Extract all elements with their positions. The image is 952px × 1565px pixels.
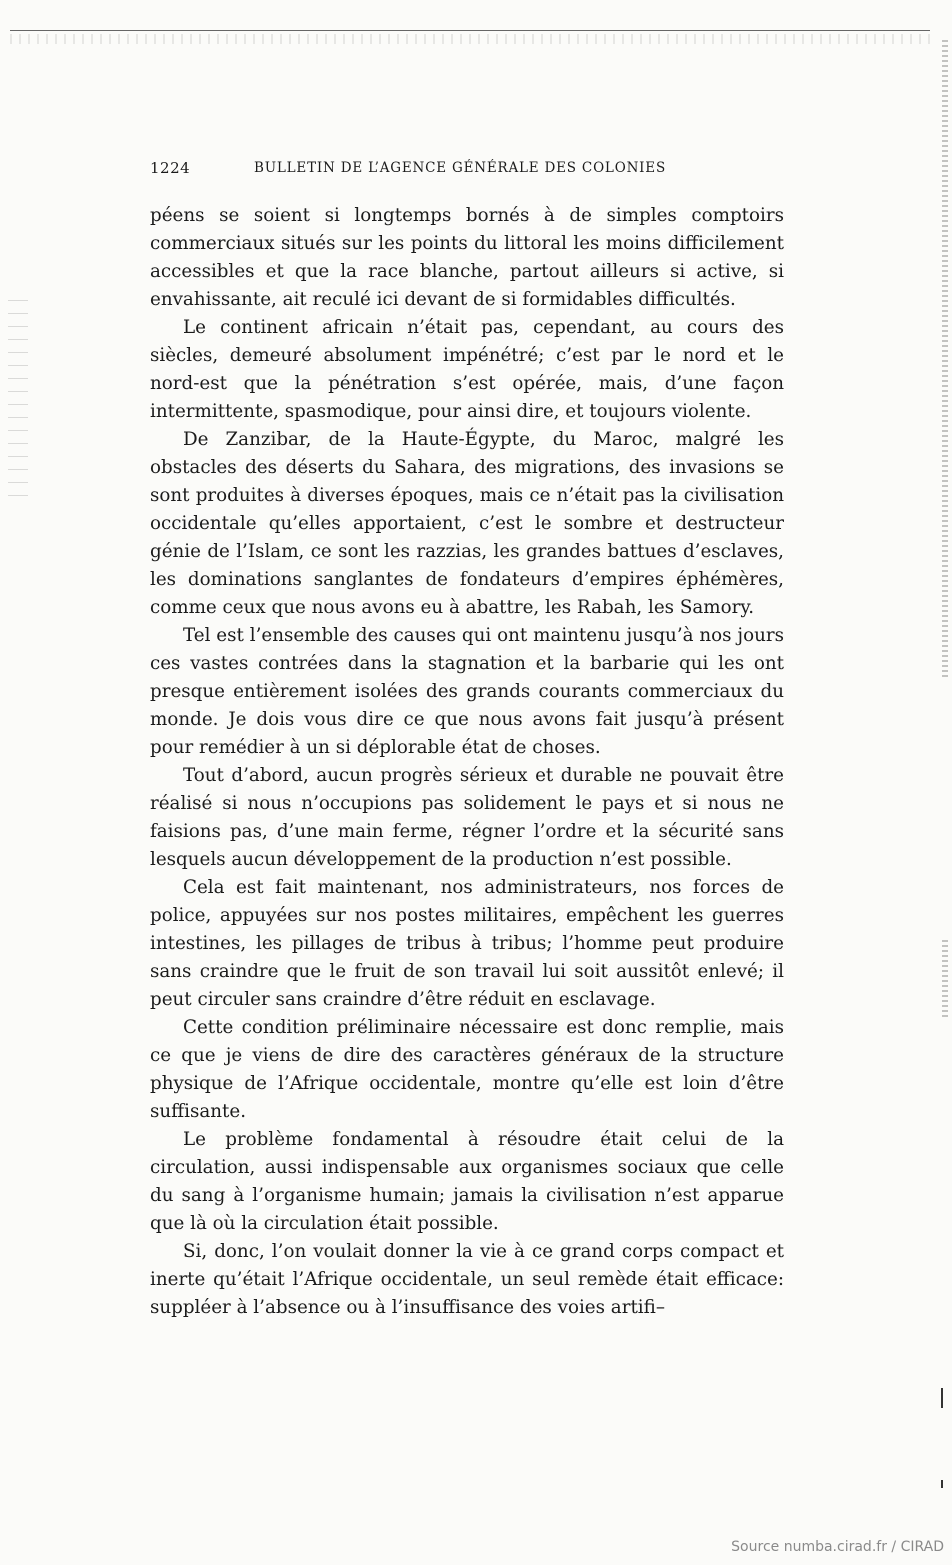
- paragraph-7: Cette condition préliminaire nécessaire est donc remplie, mais ce que je viens de dire des caractères généraux de la structure physique de l’Afrique occidentale, montre qu’elle est loin d’être suffisante.: [150, 1017, 784, 1122]
- scan-edge-strip-lower: [942, 940, 948, 1020]
- paragraph-4: Tel est l’ensemble des causes qui ont maintenu jusqu’à nos jours ces vastes contrées dans la stagnation et la barbarie qui les ont presque entièrement isolées des grands courants commerciaux du monde. Je dois vous dire ce que nous avons fait jusqu’à présent pour remédier à un si déplorable état de choses.: [150, 625, 784, 758]
- paragraph-3: De Zanzibar, de la Haute-Égypte, du Maroc, malgré les obstacles des déserts du Sahara, des migrations, des invasions se sont produites à diverses époques, mais ce n’était pas la civilisation occidentale qu’elles apportaient, c’est le sombre et destructeur génie de l’Islam, ce sont les razzias, les grandes battues d’esclaves, les dominations sanglantes de fondateurs d’empires éphémères, comme ceux que nous avons eu à abattre, les Rabah, les Samory.: [150, 429, 784, 618]
- scan-edge-strip: [942, 40, 948, 680]
- paragraph-5: Tout d’abord, aucun progrès sérieux et durable ne pouvait être réalisé si nous n’occupions pas solidement le pays et si nous ne faisions pas, d’une main ferme, régner l’ordre et la sécurité sans lesquels aucun développement de la production n’est possible.: [150, 765, 784, 870]
- body-text: [150, 202, 784, 1322]
- running-title: BULLETIN DE L’AGENCE GÉNÉRALE DES COLONIES: [254, 160, 667, 176]
- paragraph-6: Cela est fait maintenant, nos administrateurs, nos forces de police, appuyées sur nos postes militaires, empêchent les guerres intestines, les pillages de tribus à tribus; l’homme peut produire sans craindre que le fruit de son travail lui soit aussitôt enlevé; il peut circuler sans craindre d’être réduit en esclavage.: [150, 877, 784, 1010]
- page-number: 1224: [150, 159, 191, 177]
- scan-speckle-top: [10, 34, 930, 44]
- paragraph-1: péens se soient si longtemps bornés à de simples comptoirs commerciaux situés sur les points du littoral les moins difficilement accessibles et que la race blanche, partout ailleurs si active, si envahissante, ait reculé ici devant de si formidables difficultés.: [150, 205, 784, 310]
- source-watermark: Source numba.cirad.fr / CIRAD: [731, 1539, 944, 1555]
- scan-mark-small: [941, 1480, 943, 1488]
- scan-speckle-left: [8, 300, 28, 500]
- top-border-rule: [10, 30, 930, 31]
- paragraph-8: Le problème fondamental à résoudre était celui de la circulation, aussi indispensable aux organismes sociaux que celle du sang à l’organisme humain; jamais la civilisation n’est apparue que là où la circulation était possible.: [150, 1129, 784, 1234]
- page-header: [150, 159, 780, 181]
- paragraph-9: Si, donc, l’on voulait donner la vie à ce grand corps compact et inerte qu’était l’Afrique occidentale, un seul remède était efficace: suppléer à l’absence ou à l’insuffisance des voies artifi–: [150, 1241, 784, 1318]
- paragraph-2: Le continent africain n’était pas, cependant, au cours des siècles, demeuré absolument impénétré; c’est par le nord et le nord-est que la pénétration s’est opérée, mais, d’une façon intermittente, spasmodique, pour ainsi dire, et toujours violente.: [150, 317, 784, 422]
- scan-mark: [941, 1388, 943, 1408]
